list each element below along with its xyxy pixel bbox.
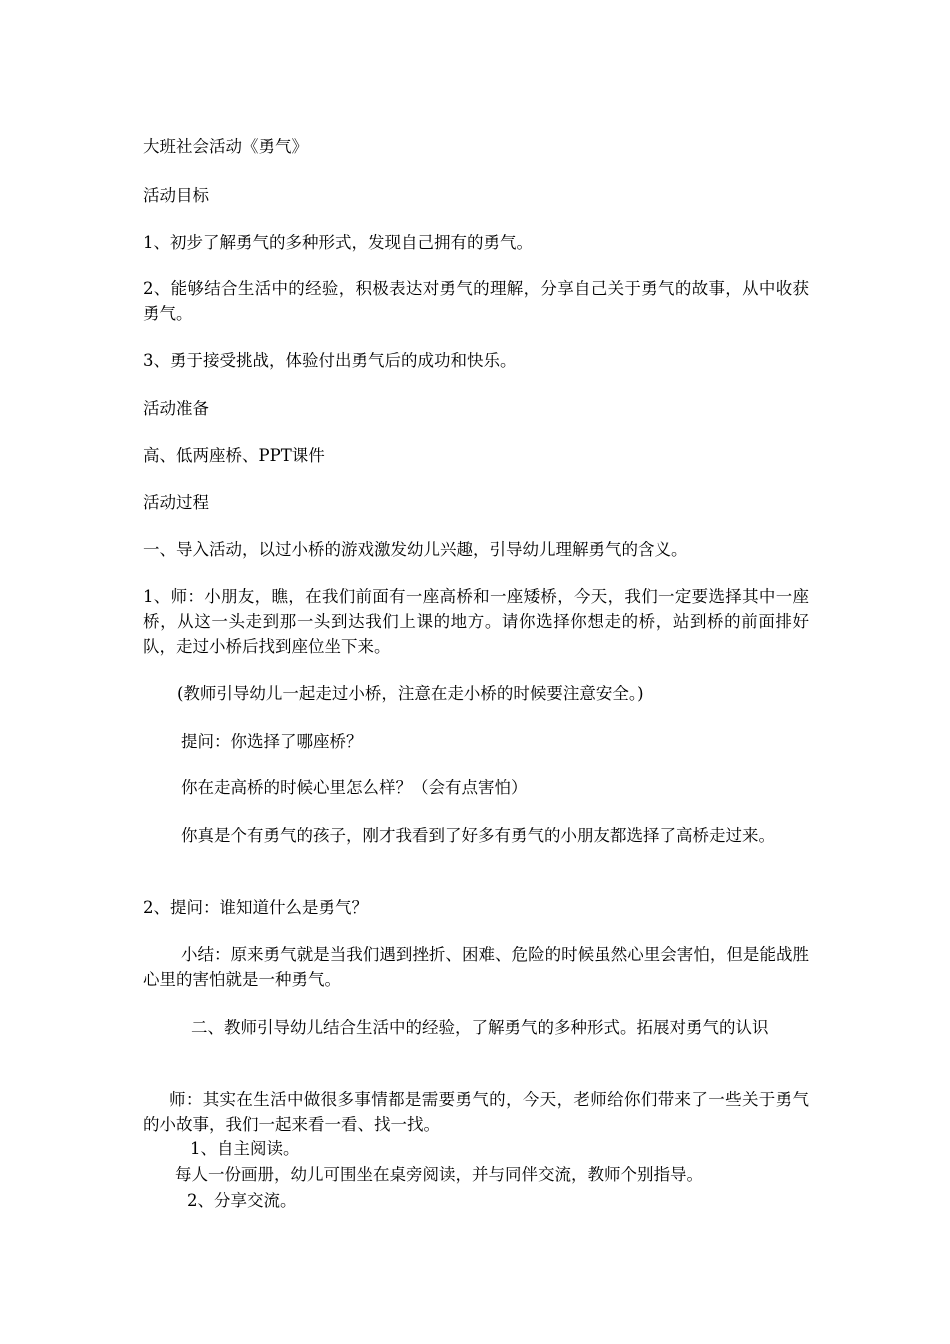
question-1: 提问：你选择了哪座桥？ [181,732,363,751]
step-1-2: 2、提问：谁知道什么是勇气？ [143,898,368,917]
prep-heading: 活动准备 [143,399,209,418]
goal-3: 3、勇于接受挑战，体验付出勇气后的成功和快乐。 [143,351,517,370]
step-2-2: 2、分享交流。 [187,1191,297,1210]
step-2-1: 1、自主阅读。 [190,1139,300,1158]
process-heading: 活动过程 [143,493,209,512]
goal-2: 2、能够结合生活中的经验，积极表达对勇气的理解，分享自己关于勇气的故事，从中收获勇气。 [143,279,809,323]
note-1: (教师引导幼儿一起走过小桥，注意在走小桥的时候要注意安全。) [177,684,644,703]
teacher-story: 师：其实在生活中做很多事情都是需要勇气的，今天，老师给你们带来了一些关于勇气的小故事，我们一起来看一看、找一找。 [143,1090,809,1134]
summary-paragraph: 小结：原来勇气就是当我们遇到挫折、困难、危险的时候虽然心里会害怕，但是能战胜心里的害怕就是一种勇气。 [143,945,809,989]
prep-item-1: 高、低两座桥、PPT课件 [143,446,325,465]
question-2: 你在走高桥的时候心里怎么样？（会有点害怕） [181,778,528,797]
goals-heading: 活动目标 [143,186,209,205]
document-title: 大班社会活动《勇气》 [143,137,308,156]
step-1-1: 1、师：小朋友，瞧，在我们前面有一座高桥和一座矮桥，今天，我们一定要选择其中一座桥，从这一头走到那一头到达我们上课的地方。请你选择你想走的桥，站到桥的前面排好队，走过小桥后找到座位坐下来。 [143,587,809,656]
step-2: 二、教师引导幼儿结合生活中的经验，了解勇气的多种形式。拓展对勇气的认识 [191,1018,769,1037]
step-1: 一、导入活动，以过小桥的游戏激发幼儿兴趣，引导幼儿理解勇气的含义。 [143,540,688,559]
reading-paragraph: 每人一份画册，幼儿可围坐在桌旁阅读，并与同伴交流，教师个别指导。 [175,1165,703,1184]
praise-paragraph: 你真是个有勇气的孩子，刚才我看到了好多有勇气的小朋友都选择了高桥走过来。 [181,826,775,845]
goal-1: 1、初步了解勇气的多种形式，发现自己拥有的勇气。 [143,233,533,252]
